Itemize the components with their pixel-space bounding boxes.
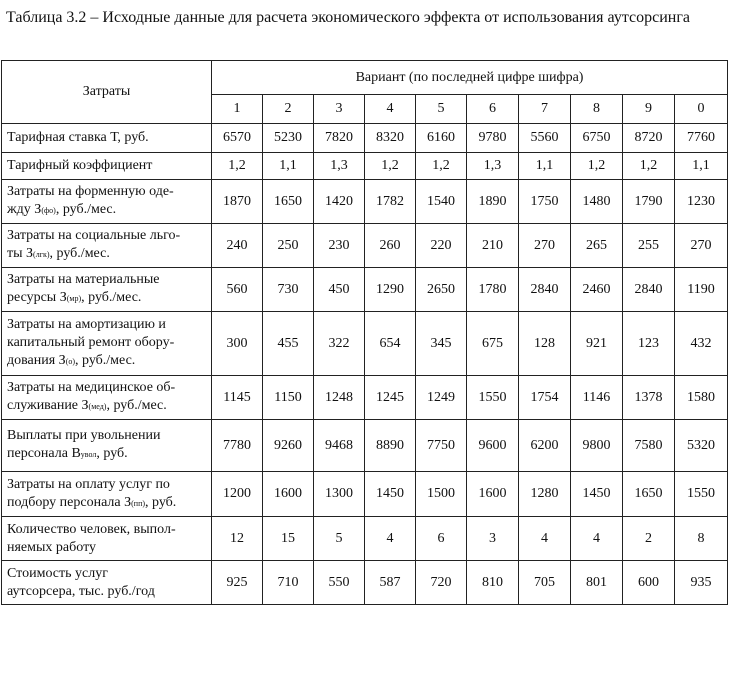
row-label-line: ты З [7,246,34,261]
table-cell: 6160 [416,124,467,153]
row-label-line: Затраты на амортизацию и [7,317,166,332]
table-cell: 1550 [467,376,519,420]
table-cell: 550 [314,561,365,605]
table-cell: 6570 [212,124,263,153]
table-row [2,376,728,420]
table-cell: 5230 [263,124,314,153]
table-cell: 1,2 [212,153,263,180]
table-cell: 4 [519,517,571,561]
table-cell: 600 [623,561,675,605]
table-cell: 8720 [623,124,675,153]
row-label-line: Тарифная ставка Т, руб. [7,130,149,145]
table-cell: 1,3 [467,153,519,180]
header-variant: Вариант (по последней цифре шифра) [212,61,728,95]
table-cell: 1200 [212,472,263,517]
table-cell: 432 [675,312,728,376]
column-number: 3 [314,95,365,124]
column-number: 0 [675,95,728,124]
table-cell: 2650 [416,268,467,312]
table-cell: 1245 [365,376,416,420]
row-label-line: Стоимость услуг [7,565,108,581]
table-cell: 1650 [263,180,314,224]
table-cell: 250 [263,224,314,268]
row-label [2,561,212,605]
row-label-line: Затраты на социальные льго- [7,228,181,243]
row-label [2,517,212,561]
row-label-subscript: (лгк) [33,250,50,259]
table-cell: 1290 [365,268,416,312]
table-cell: 15 [263,517,314,561]
table-cell: 1450 [571,472,623,517]
table-row [2,180,728,224]
table-cell: 1,2 [571,153,623,180]
table-cell: 801 [571,561,623,605]
table-cell: 9780 [467,124,519,153]
table-cell: 1248 [314,376,365,420]
row-label-unit: , руб./мес. [49,246,110,261]
table-cell: 1600 [467,472,519,517]
table-cell: 1249 [416,376,467,420]
table-cell: 1600 [263,472,314,517]
table-cell: 2840 [519,268,571,312]
row-label-unit: , руб./мес. [81,290,142,305]
row-label-line: Тарифный коэффициент [7,158,153,173]
row-label-line: дования З [7,353,66,368]
row-label-unit: , руб./мес. [106,398,167,413]
table-cell: 1790 [623,180,675,224]
table-cell: 12 [212,517,263,561]
table-cell: 4 [571,517,623,561]
row-label-subscript: увол [80,450,97,459]
table-cell: 7780 [212,420,263,472]
table-cell: 9600 [467,420,519,472]
table-cell: 654 [365,312,416,376]
row-label-line: капитальный ремонт обору- [7,335,175,350]
row-label-line: персонала В [7,446,81,461]
table-cell: 3 [467,517,519,561]
column-number: 4 [365,95,416,124]
table-cell: 128 [519,312,571,376]
row-label-line: ресурсы З [7,290,67,305]
column-number: 2 [263,95,314,124]
row-label [2,376,212,420]
table-cell: 300 [212,312,263,376]
row-label [2,224,212,268]
table-cell: 455 [263,312,314,376]
table-cell: 1146 [571,376,623,420]
table-cell: 1650 [623,472,675,517]
row-label-line: Затраты на оплату услуг по [7,476,170,492]
table-cell: 9468 [314,420,365,472]
table-cell: 1378 [623,376,675,420]
table-cell: 2840 [623,268,675,312]
table-cell: 1150 [263,376,314,420]
table-cell: 1,1 [519,153,571,180]
table-cell: 925 [212,561,263,605]
table-cell: 220 [416,224,467,268]
table-cell: 2460 [571,268,623,312]
table-cell: 1420 [314,180,365,224]
table-cell: 8890 [365,420,416,472]
table-cell: 810 [467,561,519,605]
table-row [2,561,728,605]
table-cell: 1782 [365,180,416,224]
table-cell: 270 [519,224,571,268]
table-cell: 1230 [675,180,728,224]
table-row [2,124,728,153]
table-cell: 935 [675,561,728,605]
row-label [2,180,212,224]
table-cell: 450 [314,268,365,312]
table-cell: 9260 [263,420,314,472]
table-cell: 8 [675,517,728,561]
table-cell: 6750 [571,124,623,153]
table-cell: 5560 [519,124,571,153]
column-number: 8 [571,95,623,124]
row-label-line: жду З [7,202,42,217]
table-cell: 1,2 [365,153,416,180]
table-body [2,124,728,605]
table-cell: 230 [314,224,365,268]
table-caption: Таблица 3.2 – Исходные данные для расчета экономического эффекта от использования аутсорсинга [6,9,690,26]
table-cell: 5 [314,517,365,561]
table-row [2,268,728,312]
table-cell: 260 [365,224,416,268]
table-cell: 1,3 [314,153,365,180]
table-cell: 1540 [416,180,467,224]
row-label [2,312,212,376]
row-label-unit: , руб./мес. [75,353,136,368]
table-row [2,420,728,472]
table-cell: 7580 [623,420,675,472]
table-cell: 675 [467,312,519,376]
row-label [2,268,212,312]
table-cell: 730 [263,268,314,312]
table-row [2,224,728,268]
table-cell: 560 [212,268,263,312]
table-cell: 8320 [365,124,416,153]
table-cell: 6200 [519,420,571,472]
row-label [2,420,212,472]
table-row [2,312,728,376]
table-cell: 1,2 [623,153,675,180]
row-label-line: подбору персонала З [7,494,132,510]
table-cell: 123 [623,312,675,376]
table-cell: 587 [365,561,416,605]
table-cell: 6 [416,517,467,561]
row-label-line: служивание З [7,398,89,413]
table-cell: 1500 [416,472,467,517]
row-label-subscript: (о) [65,357,76,366]
table-cell: 7760 [675,124,728,153]
table-cell: 2 [623,517,675,561]
column-number: 9 [623,95,675,124]
row-label-unit: , руб. [145,494,177,510]
row-label [2,472,212,517]
table-cell: 255 [623,224,675,268]
table-row [2,517,728,561]
row-label-unit: , руб. [96,446,128,461]
source-data-table [1,60,728,605]
table-cell: 7750 [416,420,467,472]
column-number: 5 [416,95,467,124]
row-label-subscript: (мед) [88,402,107,411]
row-label [2,153,212,180]
table-cell: 5320 [675,420,728,472]
table-cell: 1780 [467,268,519,312]
table-cell: 710 [263,561,314,605]
table-cell: 1550 [675,472,728,517]
column-number: 1 [212,95,263,124]
table-cell: 1280 [519,472,571,517]
table-cell: 4 [365,517,416,561]
table-cell: 210 [467,224,519,268]
table-cell: 345 [416,312,467,376]
table-row [2,472,728,517]
table-cell: 1145 [212,376,263,420]
table-cell: 705 [519,561,571,605]
table-cell: 1480 [571,180,623,224]
table-cell: 1300 [314,472,365,517]
row-label-line: Затраты на медицинское об- [7,380,176,395]
table-cell: 921 [571,312,623,376]
row-label-line: Затраты на материальные [7,272,160,287]
table-cell: 1,1 [675,153,728,180]
row-label-line: аутсорсера, тыс. руб./год [7,583,155,599]
row-label-subscript: (мр) [66,294,82,303]
column-number: 7 [519,95,571,124]
row-label-line: Затраты на форменную оде- [7,184,174,199]
table-cell: 7820 [314,124,365,153]
table-cell: 265 [571,224,623,268]
table-cell: 1890 [467,180,519,224]
table-cell: 1870 [212,180,263,224]
header-costs: Затраты [2,61,212,124]
row-label-unit: , руб./мес. [55,202,117,217]
table-cell: 9800 [571,420,623,472]
column-number: 6 [467,95,519,124]
table-cell: 1754 [519,376,571,420]
table-cell: 1450 [365,472,416,517]
row-label [2,124,212,153]
row-label-line: Количество человек, выпол- [7,521,176,537]
table-cell: 1750 [519,180,571,224]
table-cell: 270 [675,224,728,268]
row-label-subscript: (фо) [41,206,56,215]
row-label-line: Выплаты при увольнении [7,428,161,443]
table-cell: 720 [416,561,467,605]
table-cell: 1580 [675,376,728,420]
row-label-line: няемых работу [7,539,96,555]
table-cell: 322 [314,312,365,376]
table-cell: 240 [212,224,263,268]
table-cell: 1,1 [263,153,314,180]
table-row [2,153,728,180]
table-cell: 1190 [675,268,728,312]
row-label-subscript: (пп) [131,498,146,508]
table-cell: 1,2 [416,153,467,180]
